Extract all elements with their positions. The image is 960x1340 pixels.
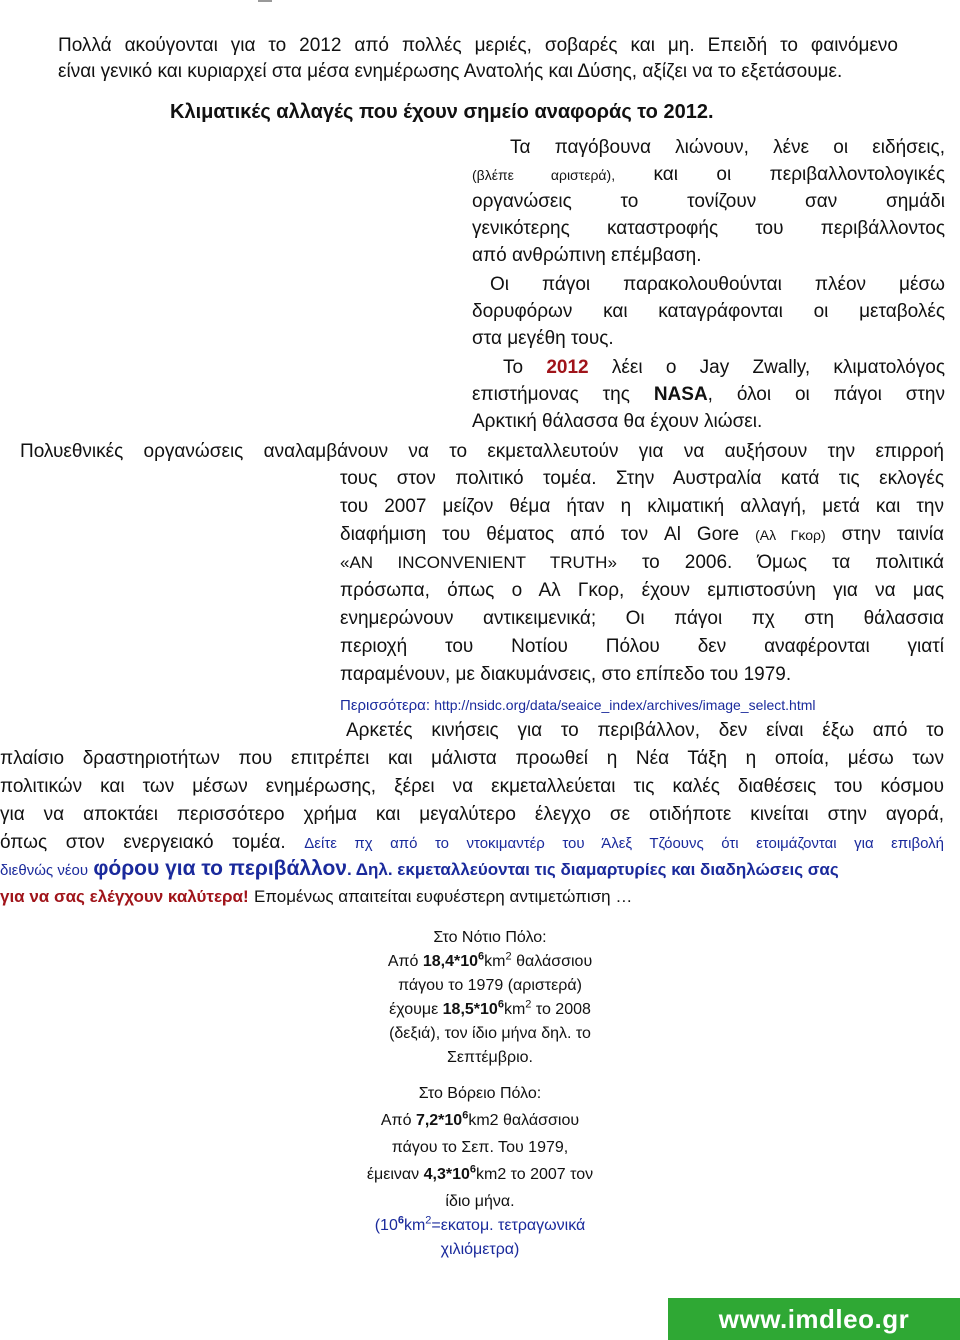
b1-line-4: γενικότερης καταστροφής του περιβάλλοντος xyxy=(472,218,945,239)
b1-line-1: Τα παγόβουνα λιώνουν, λένε οι ειδήσεις, xyxy=(510,137,945,158)
south-exp-2: 6 xyxy=(497,998,504,1011)
north-line-5: ίδιο μήνα. xyxy=(445,1193,515,1210)
south-from: Από xyxy=(387,953,419,970)
north-title: Στο Βόρειο Πόλο: xyxy=(418,1085,542,1102)
note-ten: (10 xyxy=(374,1217,398,1234)
south-have: έχουμε xyxy=(389,1001,439,1018)
b3-line-6 xyxy=(0,856,960,884)
south-line-2 xyxy=(340,950,640,974)
north-line-4 xyxy=(330,1161,630,1188)
top-rule xyxy=(258,0,272,2)
intro-line-2: είναι γενικό και κυριαρχεί στα μέσα ενημέρωσης Ανατολής και Δύσης, αξίζει να το εξετάσουμε. xyxy=(58,61,843,82)
south-sq-1: 2 xyxy=(505,950,512,963)
north-value-1979: 7,2*10 xyxy=(415,1112,463,1129)
b2-line-1: Πολυεθνικές οργανώσεις αναλαμβάνουν να το εκμεταλλευτούν για να αυξήσουν την επιρροή xyxy=(20,441,944,462)
more-label: Περισσότερα: xyxy=(340,697,431,714)
unit-note-line-1 xyxy=(330,1214,630,1238)
b3-line-5 xyxy=(0,830,944,857)
south-line-3: πάγου το 1979 (αριστερά) xyxy=(398,977,582,994)
section-heading: Κλιματικές αλλαγές που έχουν σημείο αναφοράς το 2012. xyxy=(170,101,714,123)
south-line-6: Σεπτέμβριο. xyxy=(447,1049,533,1066)
alex-jones-link[interactable]: Δείτε πχ από το ντοκιμαντέρ του Άλεξ Τζόουνς ότι ετοιμάζονται για επιβολή xyxy=(304,835,945,852)
b2-line-9: παραμένουν, με διακυμάνσεις, στο επίπεδο του 1979. xyxy=(340,664,792,685)
b3-line-6a: διεθνώς νέου xyxy=(0,862,89,879)
south-value-1979: 18,4*10 xyxy=(422,953,479,970)
b3-line-6c: . Δηλ. εκμεταλλεύονται τις διαμαρτυρίες και διαδηλώσεις σας xyxy=(346,860,839,879)
north-line-2 xyxy=(330,1107,630,1134)
more-link-line xyxy=(340,692,944,719)
south-t2: το 2008 xyxy=(535,1001,591,1018)
south-line-5: (δεξιά), τον ίδιο μήνα δηλ. το xyxy=(389,1025,591,1042)
b2-line-5 xyxy=(340,550,944,576)
b2-line-4 xyxy=(340,522,944,548)
b1-line-10-text: , όλοι οι πάγοι στην xyxy=(707,384,946,405)
b3-line-7b: Επομένως απαιτείται ευφυέστερη αντιμετώπιση … xyxy=(253,887,633,906)
north-value-2007: 4,3*10 xyxy=(423,1166,470,1183)
b2-line-4b: στην ταινία xyxy=(841,524,945,545)
year-2012: 2012 xyxy=(546,357,589,378)
b3-line-3: πολιτικών και των μέσων ενημέρωσης, ξέρει να εκμεταλλεύεται τις καλές διαθέσεις του κόσμου xyxy=(0,776,944,797)
b1-line-8: στα μεγέθη τους. xyxy=(472,328,614,349)
b1-see-left: (βλέπε αριστερά), xyxy=(472,167,616,183)
south-unit-1: km xyxy=(484,953,506,970)
b2-line-5b: το 2006. xyxy=(641,552,733,573)
b3-line-4: για να αποκτάει περισσότερο χρήμα και μεγαλύτερο έλεγχο σε οτιδήποτε κινείται στην αγορά, xyxy=(0,804,944,825)
north-line-3: πάγου το Σεπ. Του 1979, xyxy=(391,1139,569,1156)
intro-line-1: Πολλά ακούγονται για το 2012 από πολλές μεριές, σοβαρές και μη. Επειδή το φαινόμενο xyxy=(58,35,898,56)
south-line-4 xyxy=(340,998,640,1022)
south-title: Στο Νότιο Πόλο: xyxy=(433,929,547,946)
b2-line-4a: διαφήμιση του θέματος από τον Al Gore xyxy=(340,524,740,545)
south-pole-block xyxy=(340,926,640,1070)
north-remain: έμειναν xyxy=(366,1166,420,1183)
b1-line-3: οργανώσεις το τονίζουν σαν σημάδι xyxy=(472,191,945,212)
b3-line-1: Αρκετές κινήσεις για το περιβάλλον, δεν είναι έξω από το xyxy=(346,720,944,741)
b2-line-5c: Όμως τα πολιτικά xyxy=(757,552,945,573)
b1-line-2 xyxy=(472,162,945,188)
north-exp-2: 6 xyxy=(469,1163,476,1176)
b1-scientist: επιστήμονας της xyxy=(472,384,630,405)
b1-to: Το xyxy=(503,357,524,378)
b2-line-6: πρόσωπα, όπως ο Αλ Γκορ, έχουν εμπιστοσύνη για να μας xyxy=(340,580,944,601)
al-gore-greek: (Αλ Γκορ) xyxy=(755,527,826,543)
nasa-label: NASA xyxy=(653,384,708,405)
nsidc-link[interactable]: http://nsidc.org/data/seaice_index/archives/image_select.html xyxy=(434,697,816,713)
b3-line-7 xyxy=(0,884,960,910)
env-tax-label: φόρου για το περιβάλλον xyxy=(93,857,347,880)
b2-line-2a: τους στον πολιτικό τομέα. xyxy=(340,468,597,489)
north-t1: km2 θαλάσσιου xyxy=(468,1112,580,1129)
north-pole-block xyxy=(330,1080,630,1215)
north-exp-1: 6 xyxy=(462,1109,469,1122)
b2-line-7: ενημερώνουν αντικειμενικά; Οι πάγοι πχ στη θάλασσια xyxy=(340,608,944,629)
film-title: «AN INCONVENIENT TRUTH» xyxy=(340,553,617,572)
south-value-2008: 18,5*10 xyxy=(442,1001,498,1018)
b1-line-6: Οι πάγοι παρακολουθούνται πλέον μέσω xyxy=(490,274,945,295)
b2-line-3: του 2007 μείζον θέμα ήταν η κλιματική αλλαγή, μετά και την xyxy=(340,496,944,517)
b2-line-2 xyxy=(340,466,944,492)
south-sq-2: 2 xyxy=(525,998,532,1011)
north-t2: km2 το 2007 τον xyxy=(476,1166,594,1183)
b2-line-8: περιοχή του Νοτίου Πόλου δεν αναφέρονται γιατί xyxy=(340,636,944,657)
b1-line-5: από ανθρώπινη επέμβαση. xyxy=(472,245,702,266)
north-from: Από xyxy=(380,1112,412,1129)
b1-line-9 xyxy=(503,355,945,381)
b1-line-10 xyxy=(472,382,945,408)
b1-line-7: δορυφόρων και καταγράφονται οι μεταβολές xyxy=(472,301,945,322)
b1-line-2-text: και οι περιβαλλοντολογικές xyxy=(653,164,946,185)
b3-line-5a: όπως στον ενεργειακό τομέα. xyxy=(0,832,286,853)
b3-control-text: για να σας ελέγχουν καλύτερα! xyxy=(0,887,249,906)
note-exp: 6 xyxy=(397,1214,404,1227)
b3-line-2: πλαίσιο δραστηριοτήτων που επιτρέπει και μάλιστα προωθεί η Νέα Τάξη η οποία, μέσω των xyxy=(0,748,944,769)
south-t1: θαλάσσιου xyxy=(516,953,593,970)
b2-line-2b: Στην Αυστραλία κατά τις εκλογές xyxy=(615,468,944,489)
b1-line-9-text: λέει ο Jay Zwally, κλιματολόγος xyxy=(611,357,946,378)
site-footer-link[interactable]: www.imdleo.gr xyxy=(668,1298,960,1340)
unit-note xyxy=(330,1214,630,1262)
note-text: =εκατομ. τετραγωνικά xyxy=(431,1217,586,1234)
note-unit: km xyxy=(403,1217,426,1234)
b1-line-11: Αρκτική θάλασσα θα έχουν λιώσει. xyxy=(472,411,763,432)
unit-note-line-2: χιλιόμετρα) xyxy=(440,1241,520,1258)
south-exp-1: 6 xyxy=(478,950,485,963)
note-sq: 2 xyxy=(425,1214,432,1227)
south-unit-2: km xyxy=(503,1001,526,1018)
